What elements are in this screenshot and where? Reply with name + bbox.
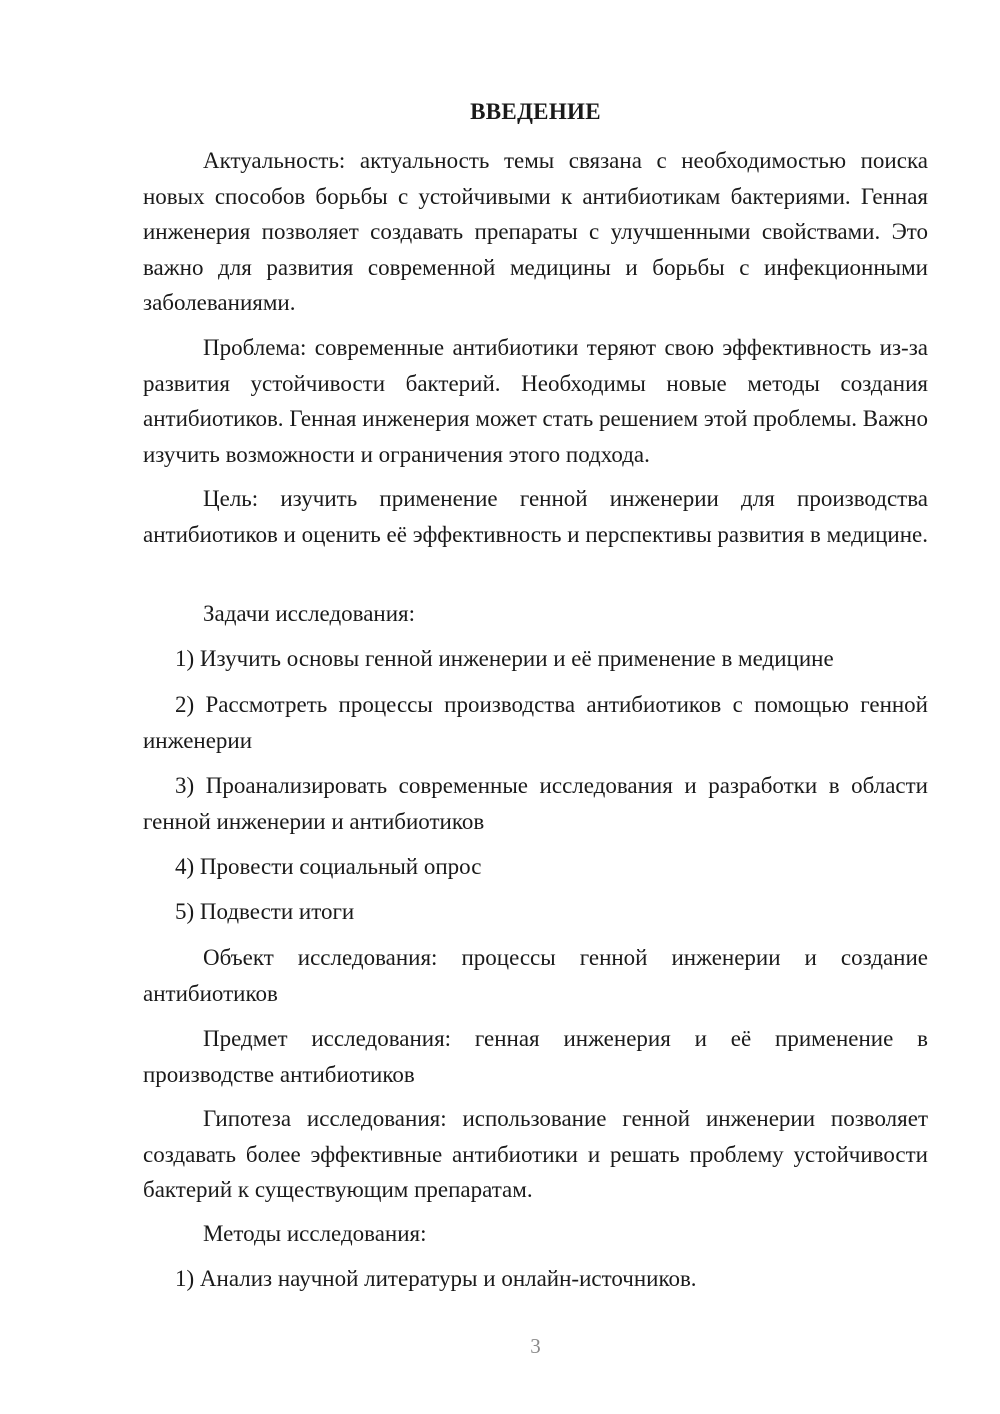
document-page: [143, 0, 928, 1414]
paragraph-relevance: Актуальность: актуальность темы связана с необходимостью поиска новых способов борьбы с устойчивыми к антибиотикам бактериями. Генная инженерия позволяет создавать препараты с улучшенными свойствами. Это важно для развития современной медицины и борьбы с инфекционными заболеваниями.: [143, 148, 928, 315]
list-item-task-5: 5) Подвести итоги: [175, 899, 355, 924]
page-number: 3: [530, 1334, 541, 1358]
paragraph-methods-title: Методы исследования:: [203, 1221, 427, 1246]
list-item-method-1: 1) Анализ научной литературы и онлайн-источников.: [175, 1266, 697, 1291]
list-item-task-2: 2) Рассмотреть процессы производства антибиотиков с помощью генной инженерии: [143, 692, 928, 753]
list-item-task-1: 1) Изучить основы генной инженерии и её применение в медицине: [175, 646, 834, 671]
paragraph-goal: Цель: изучить применение генной инженерии для производства антибиотиков и оценить её эффективность и перспективы развития в медицине.: [143, 486, 929, 547]
list-item-task-3: 3) Проанализировать современные исследования и разработки в области генной инженерии и антибиотиков: [143, 773, 928, 834]
section-heading: ВВЕДЕНИЕ: [470, 99, 601, 124]
paragraph-object: Объект исследования: процессы генной инженерии и создание антибиотиков: [143, 945, 928, 1006]
paragraph-tasks-title: Задачи исследования:: [203, 601, 416, 626]
paragraph-subject: Предмет исследования: генная инженерия и её применение в производстве антибиотиков: [143, 1026, 928, 1087]
paragraph-problem: Проблема: современные антибиотики теряют свою эффективность из-за развития устойчивости бактерий. Необходимы новые методы создания антибиотиков. Генная инженерия может стать решением этой проблемы. Важно изучить возможности и ограничения этого подхода.: [143, 335, 928, 467]
paragraph-hypothesis: Гипотеза исследования: использование генной инженерии позволяет создавать более эффективные антибиотики и решать проблему устойчивости бактерий к существующим препаратам.: [143, 1106, 928, 1202]
list-item-task-4: 4) Провести социальный опрос: [175, 854, 482, 879]
